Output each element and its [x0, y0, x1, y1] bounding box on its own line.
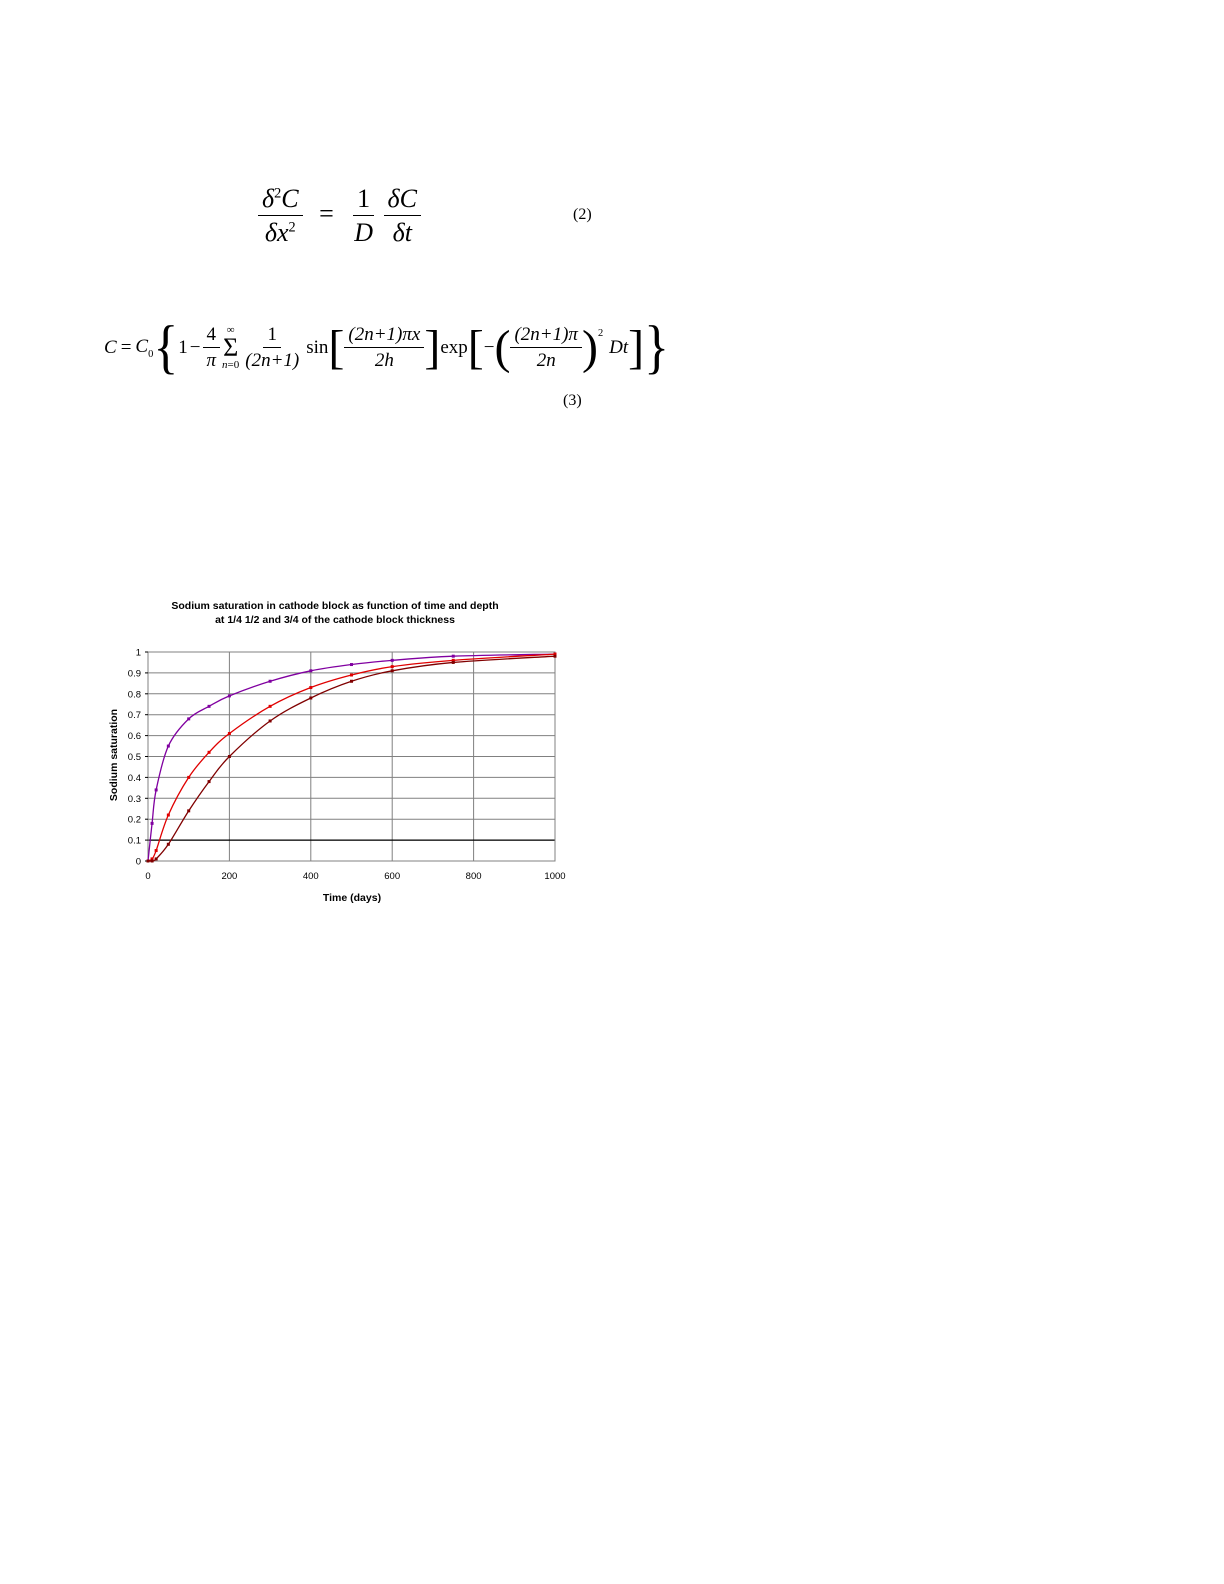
- y-axis-tick-labels: [128, 648, 148, 868]
- series-2-point: [350, 673, 353, 676]
- series-3-point: [554, 655, 557, 658]
- series-1-point: [391, 659, 394, 662]
- y-tick-label: 0.3: [127, 793, 141, 805]
- series-1-point: [187, 717, 190, 720]
- equation-3-number: (3): [563, 392, 582, 409]
- series-1-point: [269, 680, 272, 683]
- series-2-line: [148, 654, 555, 861]
- x-tick-label: 800: [465, 871, 482, 882]
- equation-2-number: (2): [573, 206, 592, 223]
- series-3-point: [228, 755, 231, 758]
- y-tick-label: 0.9: [127, 668, 141, 680]
- series-3-point: [187, 809, 190, 812]
- chart-grid: [148, 652, 555, 861]
- y-tick-label: 0.1: [127, 835, 141, 847]
- x-tick-label: 600: [384, 871, 401, 882]
- series-2-point: [167, 814, 170, 817]
- eq2-lhs-fraction: $\frac{\delta^2C}{\delta x^2}$: [258, 184, 303, 248]
- series-3-point: [269, 719, 272, 722]
- series-3-point: [147, 860, 150, 863]
- series-3-point: [452, 661, 455, 664]
- series-3-point: [391, 669, 394, 672]
- y-axis-label: Sodium saturation: [108, 708, 120, 802]
- y-tick-label: 0.4: [127, 772, 141, 784]
- chart-series: [147, 653, 557, 863]
- series-3-point: [155, 857, 158, 860]
- series-3-point: [151, 860, 154, 863]
- y-tick-label: 0.7: [127, 710, 141, 722]
- x-tick-label: 200: [221, 871, 238, 882]
- eq2-rhs-fraction: $\frac{\delta C}{\delta t}$: [384, 184, 421, 248]
- y-tick-label: 0.2: [127, 814, 141, 826]
- y-tick-label: 0: [135, 856, 141, 868]
- series-1-point: [155, 788, 158, 791]
- equation-2: $\frac{\delta^2C}{\delta x^2}$ = $\frac{1}{D}$ $\frac{\delta C}{\delta t}$: [258, 184, 421, 248]
- x-axis-tick-labels: [145, 871, 565, 882]
- series-2-point: [391, 665, 394, 668]
- series-1-point: [228, 694, 231, 697]
- series-1-line: [148, 654, 555, 861]
- chart-subtitle: at 1/4 1/2 and 3/4 of the cathode block thickness: [215, 614, 455, 626]
- equation-3: C = $C_0$ { 1 − $\frac{4}{\pi}$ ∞ Σ n=0 $\frac{1}{(2n+1)}$ sin [ $\frac{(2n+1)\pi x}{2h}$ ] exp [ − ( $\frac{(2n+1)\pi}{2n}$ ) $^2$ Dt ] }: [104, 314, 670, 381]
- sodium-saturation-chart: [100, 592, 580, 912]
- y-tick-label: 0.6: [127, 731, 141, 743]
- series-2-point: [228, 732, 231, 735]
- summation-symbol: ∞ Σ n=0: [222, 324, 240, 371]
- series-3-point: [208, 780, 211, 783]
- series-2-point: [155, 849, 158, 852]
- series-3-point: [309, 696, 312, 699]
- x-tick-label: 0: [145, 871, 151, 882]
- x-tick-label: 1000: [544, 871, 566, 882]
- y-tick-label: 0.8: [127, 689, 141, 701]
- series-2-point: [208, 751, 211, 754]
- series-1-point: [208, 705, 211, 708]
- y-tick-label: 1: [135, 647, 141, 659]
- x-tick-label: 400: [302, 871, 319, 882]
- series-3-line: [148, 656, 555, 861]
- series-2-point: [269, 705, 272, 708]
- series-3-point: [167, 843, 170, 846]
- series-2-point: [187, 776, 190, 779]
- series-1-point: [151, 822, 154, 825]
- eq2-rhs-coefficient: $\frac{1}{D}$: [354, 184, 374, 247]
- series-1-point: [452, 655, 455, 658]
- series-2-point: [309, 686, 312, 689]
- y-tick-label: 0.5: [127, 752, 141, 763]
- series-1-point: [309, 669, 312, 672]
- series-3-point: [350, 680, 353, 683]
- series-1-point: [350, 663, 353, 666]
- chart-title: Sodium saturation in cathode block as function of time and depth: [171, 600, 499, 612]
- series-1-point: [167, 745, 170, 748]
- x-axis-label: Time (days): [322, 892, 382, 904]
